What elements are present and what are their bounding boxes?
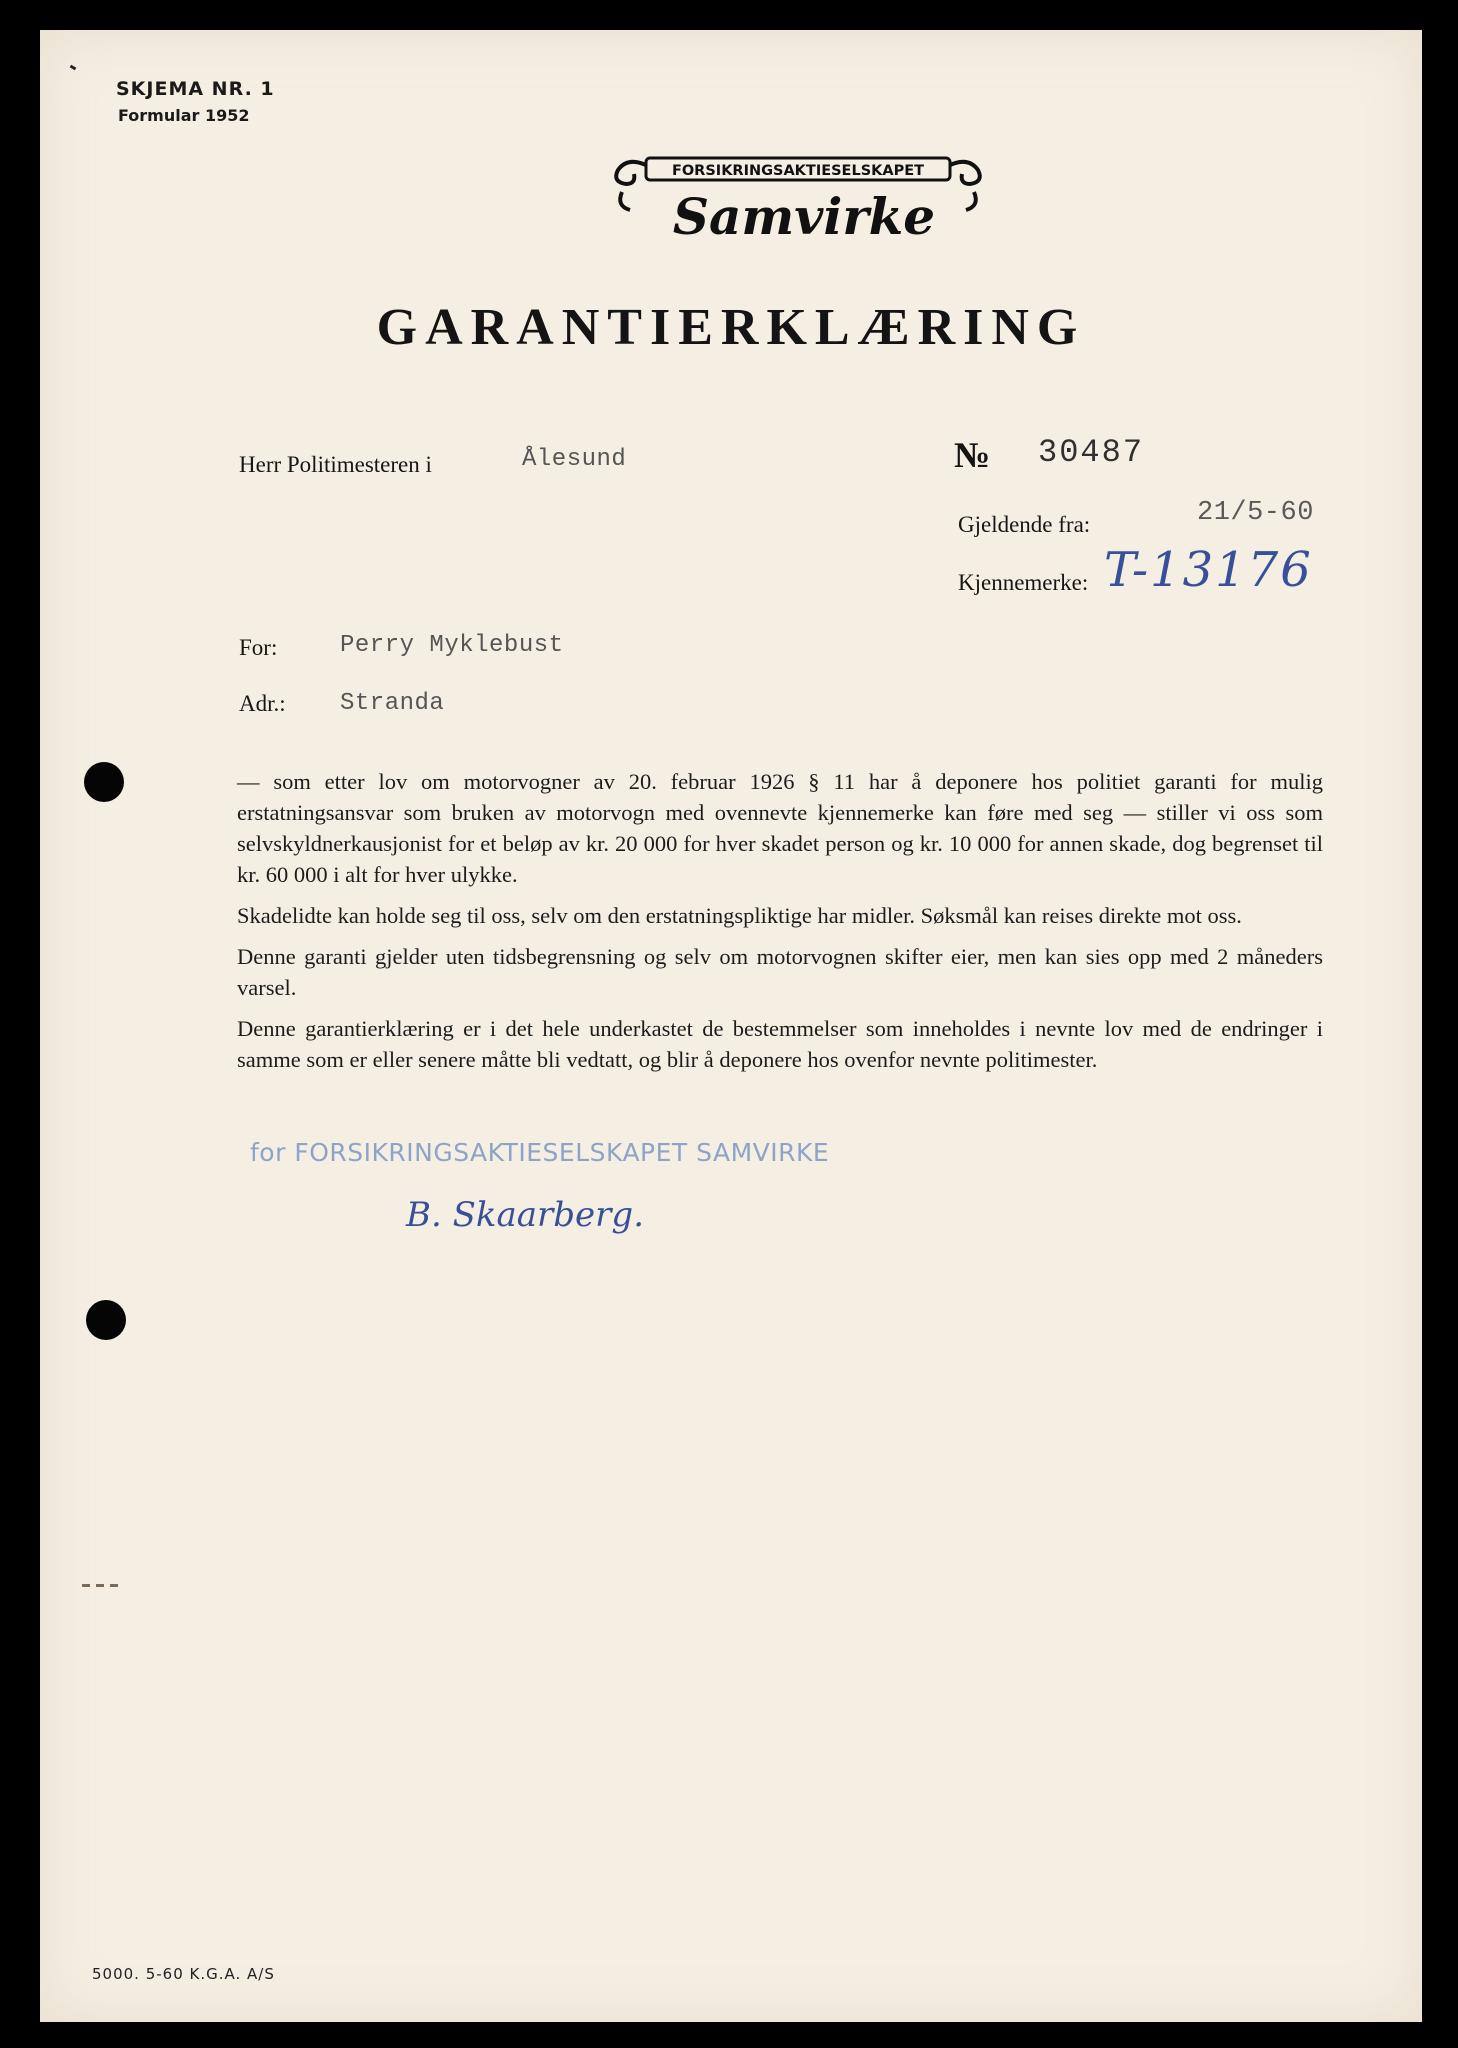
address-value: Stranda [340,690,445,717]
registration-value: T-13176 [1104,542,1313,598]
valid-from-label: Gjeldende fra: [958,512,1091,537]
body-text [237,766,1323,1085]
recipient-label: Herr Politimesteren i [239,452,432,477]
body-paragraph: Denne garanti gjelder uten tidsbegrensning og selv om motorvognen skifter eier, men kan sies opp med 2 måneders varsel. [237,944,1323,1000]
signature-text: B. Skaarberg. [406,1195,644,1235]
logo-wordmark: Samvirke [672,187,936,246]
document-title: GARANTIERKLÆRING [376,299,1086,356]
form-year: Formular 1952 [118,106,250,125]
registration-label: Kjennemerke: [958,570,1089,595]
body-paragraph: — som etter lov om motorvogner av 20. februar 1926 § 11 har å deponere hos politiet garanti for mulig erstatningsansvar som bruken av motorvogn med ovennevte kjennemerke kan føre med seg — stiller vi oss som selvskyldnerkausjonist for et beløp av kr. 20 000 for hver skadet person og kr. 10 000 for annen skade, dog begrenset til kr. 60 000 i alt for hver ulykke. [237,769,1323,887]
valid-from-value: 21/5-60 [1197,498,1314,528]
signature [400,1178,680,1248]
logo-banner-text: FORSIKRINGSAKTIESELSKAPET [671,163,925,179]
company-stamp: for FORSIKRINGSAKTIESELSKAPET SAMVIRKE [250,1138,830,1167]
for-value: Perry Myklebust [340,632,564,659]
printer-mark: 5000. 5-60 K.G.A. A/S [92,1965,275,1983]
punch-hole [84,762,124,802]
pen-mark [70,65,77,71]
for-label: For: [239,635,278,660]
samvirke-logo [608,148,988,260]
punch-hole [86,1300,126,1340]
number-value: 30487 [1038,434,1145,471]
fold-mark [82,1574,132,1577]
body-paragraph: Denne garantierklæring er i det hele underkastet de bestemmelser som inneholdes i nevnte lov med de endringer i samme som er eller senere måtte bli vedtatt, og blir å deponere hos ovenfor nevnte politimester. [237,1016,1323,1072]
form-code: SKJEMA NR. 1 [116,78,275,100]
recipient-value: Ålesund [522,446,627,473]
document-page [40,30,1422,2022]
number-symbol: № [954,435,991,475]
body-paragraph: Skadelidte kan holde seg til oss, selv om den erstatningspliktige har midler. Søksmål kan reises direkte mot oss. [237,903,1242,928]
address-label: Adr.: [239,691,286,716]
registration-handwritten [1100,540,1360,604]
